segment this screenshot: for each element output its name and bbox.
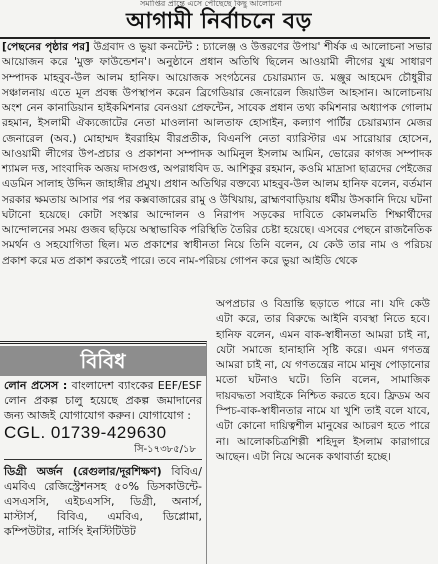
article-body-right-column (216, 297, 430, 465)
ad-body: বিবিএ/এমবিএ রেজিস্ট্রেশনসহ ৫০% ডিসকাউন্টে-এসএসসি, এইচএসসি, ডিগ্রী, অনার্স, মাস্টার্স, বিবিএ, এমবিএ, ডিপ্লোমা, কম্পিউটার, নার্সিং ইনস্টিটিউট (4, 465, 202, 538)
ad-heading: ডিগ্রী অর্জন (রেগুলার/দূরশিক্ষণ) (4, 465, 162, 478)
ad-heading: লোন প্রসেস : (4, 379, 68, 392)
continuation-tag: [পেছনের পৃষ্ঠার পর] (2, 41, 90, 53)
article-text: উগ্রবাদ ও ভুয়া কনটেন্ট : চ্যালেঞ্জ ও উত্তরণের উপায়' শীর্ষক এ আলোচনা সভার আয়োজন করে 'মুক্ত ফাউন্ডেশন'। অনুষ্ঠানে প্রধান অতিথি ছিলেন আওয়ামী লীগের যুগ্ম সাধারণ সম্পাদক মাহবুব-উল আলম হানিফ। আয়োজক সংগঠনের চেয়ারম্যান ড. মঞ্জুর আহমেদ চৌধুরীর সঞ্চালনায় এতে মূল প্রবন্ধ উপস্থাপন করেন ব্রিগেডিয়ার জেনারেল জিয়াউল আহসান। আলোচনায় অংশ নেন কানাডিয়ান হাইকমিশনার বেনওয়া প্রেফন্টেন, সাবেক প্রধান তথ্য কমিশনার অধ্যাপক গোলাম রহমান, ইসলামী ঐক্যজোটের নেতা মাওলানা আলতাফ হোসাইন, কল্যাণ পার্টির চেয়ারম্যান মেজর জেনারেল (অব.) মোহাম্মদ ইবরাহিম বীরপ্রতীক, বিএনপি নেতা ব্যারিস্টার এম সারোয়ার হোসেন, আওয়ামী লীগের উপ-প্রচার ও প্রকাশনা সম্পাদক আমিনুল ইসলাম আমিন, ভোরের কাগজ সম্পাদক শ্যামল দত্ত, সাংবাদিক অজয় দাসগুপ্ত, অপরাধবিদ ড. আশিকুর রহমান, কওমি মাদ্রাসা ছাত্রদের পেইজের এডমিন সালাহ উদ্দিন জাহাঙ্গীর প্রমুখ। প্রধান অতিথির বক্তব্যে মাহবুব-উল আলম হানিফ বলেন, বর্তমান সরকার ক্ষমতায় আসার পর পর কক্সবাজারের রামু ও উখিয়ায়, ব্রাহ্মণবাড়িয়ায় ধর্মীয় উসকানি দিয়ে ঘটনা ঘটানো হয়েছে। কোটা সংস্কার আন্দোলন ও নিরাপদ সড়কের দাবিতে কোমলমতি শিক্ষার্থীদের আন্দোলনের সময় গুজব ছড়িয়ে অস্থাভাবিক পরিস্থিতি তৈরির চেষ্টা হয়েছে। এসবের পেছনে রাজনৈতিক সমর্থন ও সহযোগিতা ছিল। মত প্রকাশের স্বাধীনতা নিয়ে তিনি বলেন, যে কেউ তার নাম ও পরিচয় প্রকাশ করে মত প্রকাশ করতেই পারে। তবে নাম-পরিচয় গোপন করে ভুয়া আইডি থেকে (2, 41, 432, 267)
article-continuation: অপপ্রচার ও বিভ্রান্তি ছড়াতে পারে না। যদি কেউ এটা করে, তার বিরুদ্ধে আইনি ব্যবস্থা নিতে হবে। হানিফ বলেন, এমন বাক-স্বাধীনতা আমরা চাই না, যেটা সমাজে হানাহানি সৃষ্টি করে। এমন গণতন্ত্র আমরা চাই না, যে গণতন্ত্রের নামে মানুষ পোড়ানোর মতো ঘটনাও ঘটে। তিনি বলেন, সামাজিক দায়বদ্ধতা সবাইকে নিশ্চিত করতে হবে। ফ্রিডম অব স্পিচ-বাক-স্বাধীনতার নামে যা খুশি তাই বলে যাবে, এটা কোনো দায়িত্বশীল মানুষের আচরণ হতে পারে না। আলোকচিত্রশিল্পী শহিদুল ইসলাম কারাগারে আছেন। এটা নিয়ে অনেক কথাবার্তা হচ্ছে। (216, 298, 430, 463)
article-paragraph (2, 40, 432, 269)
ad-body: বাংলাদেশ ব্যাংকের EEF/ESF লোন প্রকল্প চালু হয়েছে প্রকল্প জমাদানের জন্য আজই যোগাযোগ করুন। যোগাযোগ : (4, 379, 203, 422)
section-title: বিবিধ (0, 346, 206, 376)
classified-ad-loan (0, 376, 206, 457)
article-body-full-width (2, 40, 432, 269)
ad-divider (4, 459, 202, 460)
classifieds-section (0, 341, 207, 564)
classified-ad-degree (0, 462, 206, 539)
ad-reference-code: সি-১৭৩৮৫/১৮ (134, 444, 196, 455)
ad-phone-number: CGL. 01739-429630 (4, 423, 167, 442)
headline-divider (0, 37, 430, 39)
clipped-top-line: সমাপ্তির প্রান্তে এসে পৌঁছেছে কিছু আলোচনা (140, 0, 282, 8)
headline: আগামী নির্বাচনে বড় (126, 9, 312, 34)
